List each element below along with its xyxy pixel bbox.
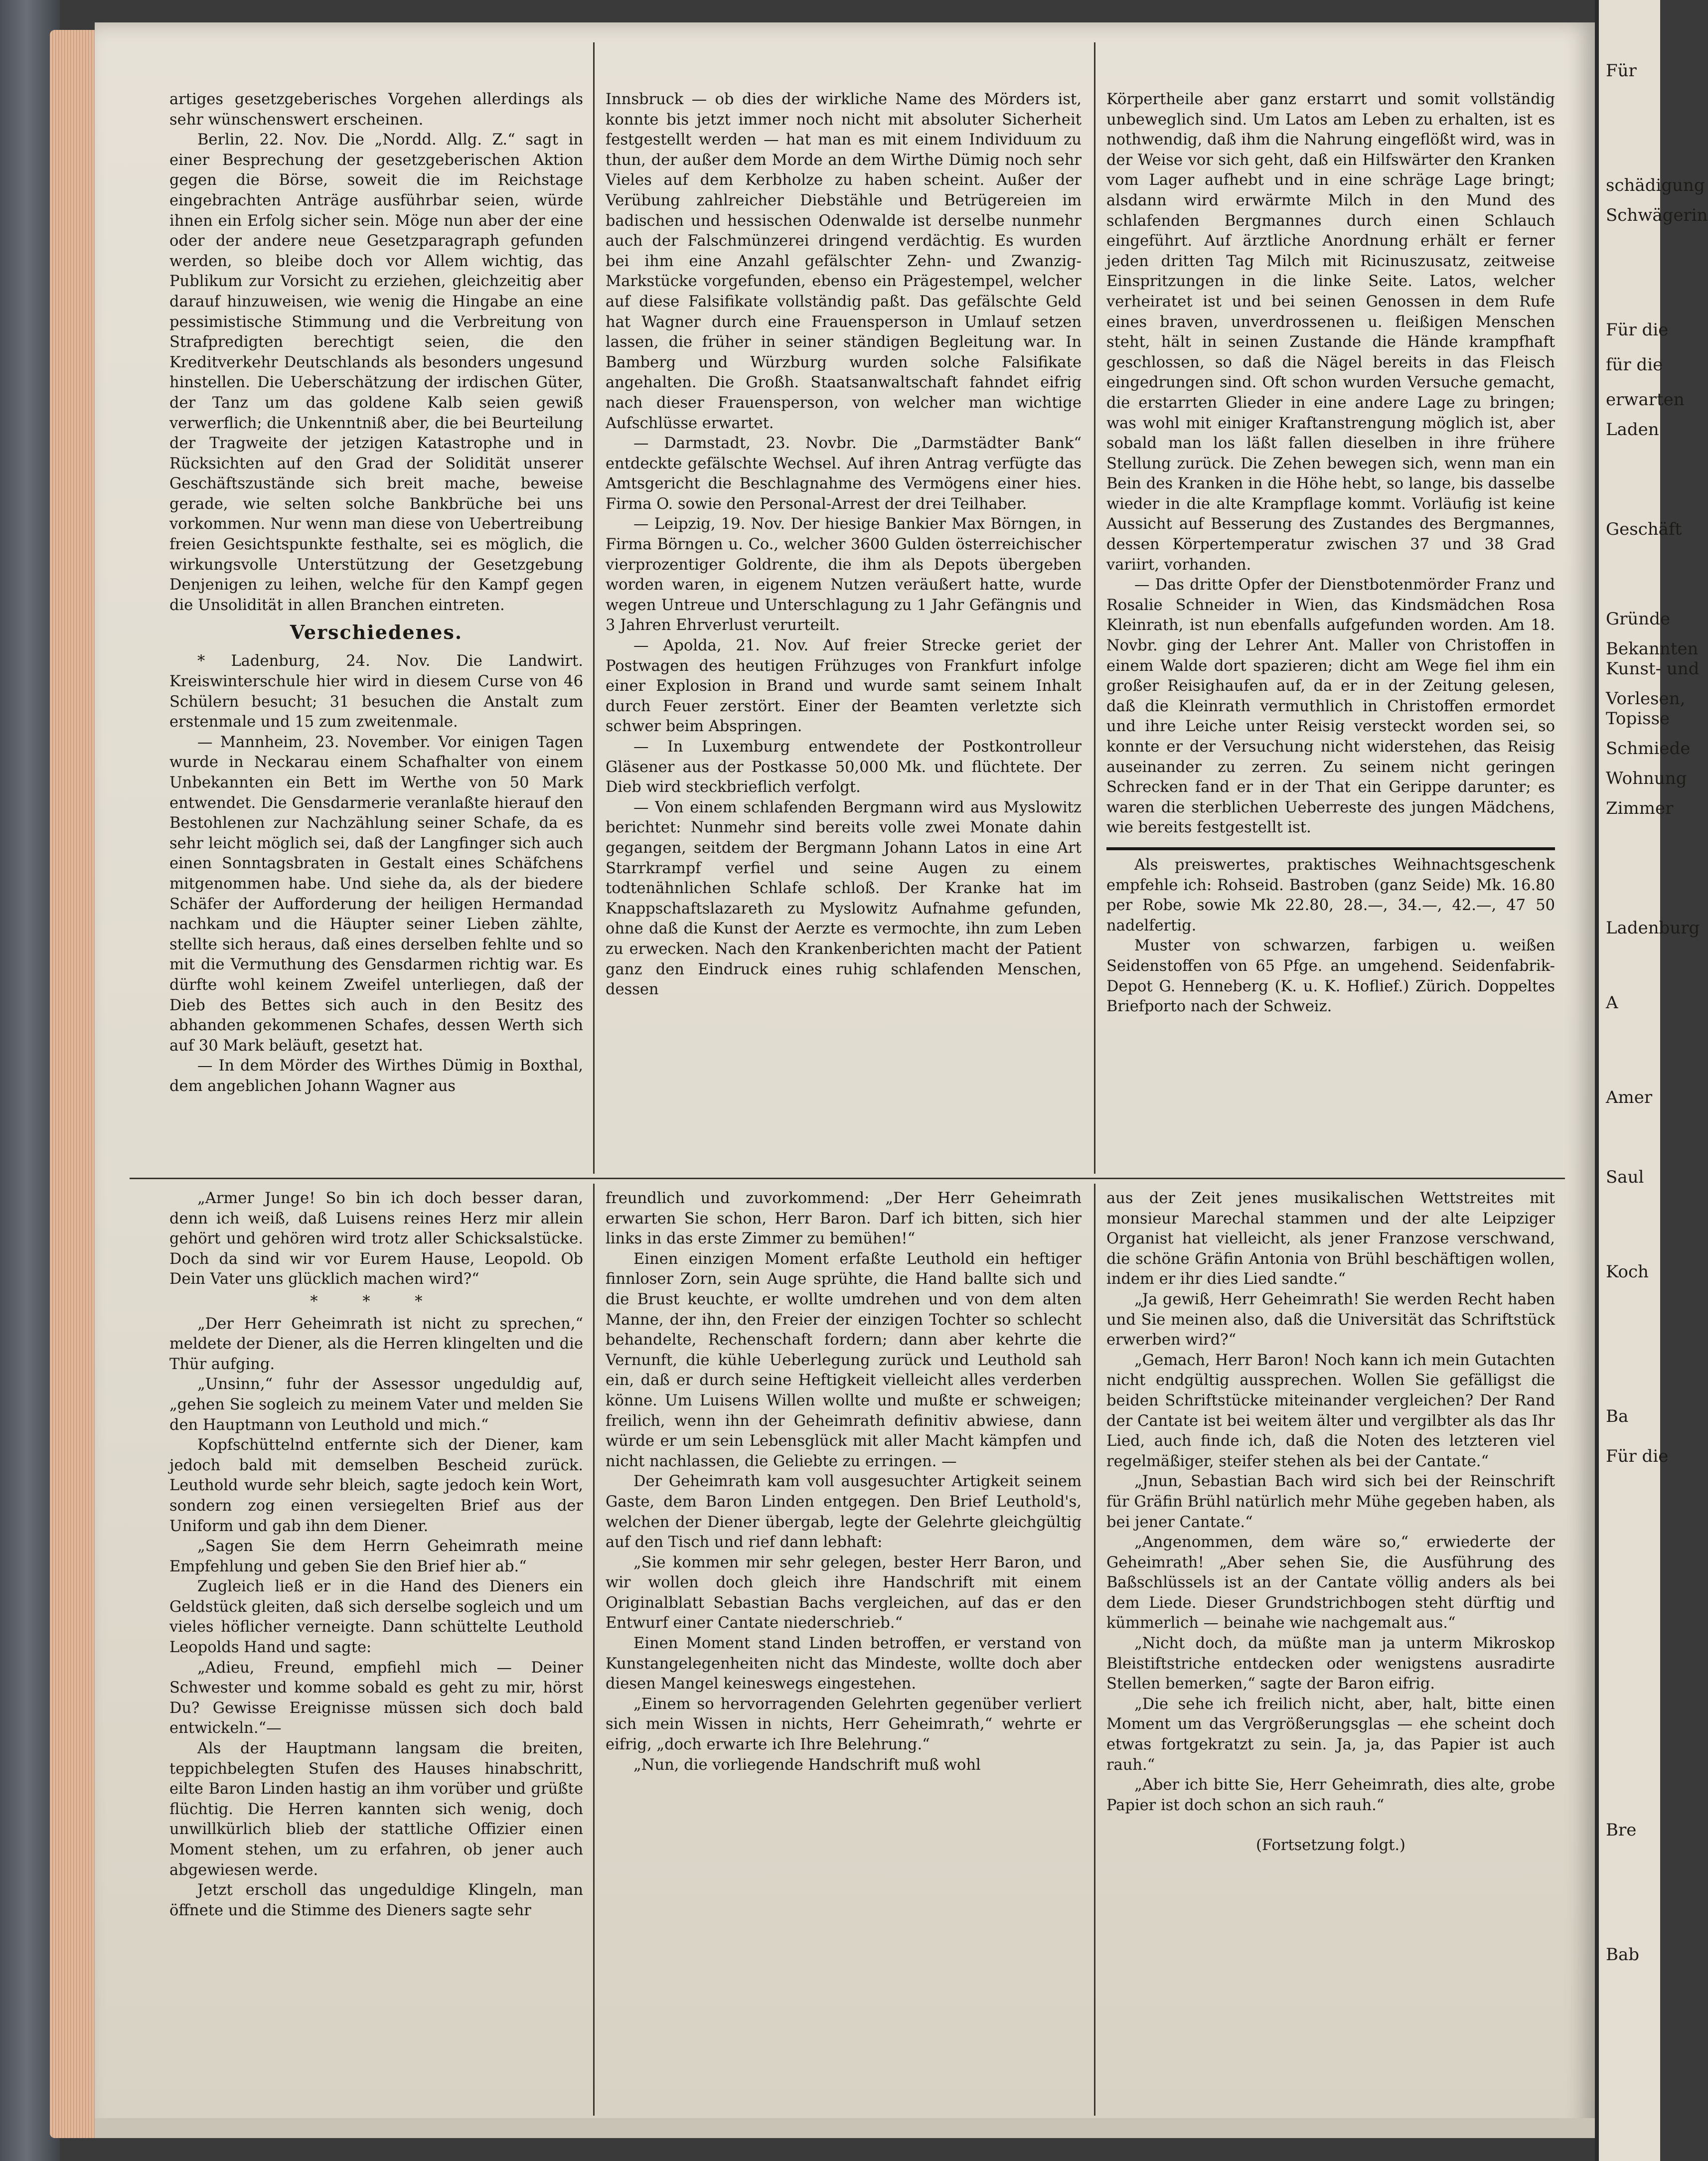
upper-column-2 [606, 90, 1082, 1171]
article-paragraph: „Jnun, Sebastian Bach wird sich bei der Reinschrift für Gräfin Brühl natürlich mehr Mühe gegeben haben, als bei jener Cantate.“ [1106, 1473, 1555, 1531]
article-paragraph: Körpertheile aber ganz erstarrt und somit vollständig unbeweglich sind. Um Latos am Leben zu erhalten, ist es nothwendig, daß ihm die Nahrung eingeflößt wird, was in der Weise vor sich geht, daß ein Hilfswärter den Kranken vom Lager aufhebt und in eine schräge Lage bringt; alsdann wird erwärmte Milch in den Mund des schlafenden Bergmannes durch einen Schlauch eingeführt. Auf ärztliche Anordnung erhält er ferner jeden dritten Tag Milch mit Ricinuszusatz, zeitweise Einspritzungen in die linke Seite. Latos, welcher verheiratet ist und bei seinen Genossen in dem Rufe eines braven, unverdrossenen u. fleißigen Menschen steht, hält in seinen Zustande die Hände krampfhaft geschlossen, so daß die Nägel bereits in das Fleisch eingedrungen sind. Oft schon wurden Versuche gemacht, die erstarrten Glieder in eine andere Lage zu bringen; was wohl mit einiger Kraftanstrengung möglich ist, aber sobald man los läßt fallen dieselben in ihre frühere Stellung zurück. Die Zehen bewegen sich, wenn man ein Bein des Kranken in die Höhe hebt, so lange, bis dasselbe wieder in die alte Krampflage kommt. Vorläufig ist keine Aussicht auf Besserung des Zustandes des Bergmannes, dessen Körpertemperatur zwischen 37 und 38 Grad variirt, vorhanden. [1106, 91, 1555, 574]
article-paragraph: Als der Hauptmann langsam die breiten, teppichbelegten Stufen des Hauses hinabschritt, eilte Baron Linden hastig an ihm vorüber und grüßte flüchtig. Die Herren kannten sich wenig, doch unwillkürlich blieb der stattliche Offizier einen Moment stehen, um zu erfahren, ob jener auch abgewiesen werde. [169, 1740, 583, 1879]
next-page-fragment: Gründe [1606, 609, 1671, 629]
article-paragraph: „Sie kommen mir sehr gelegen, bester Herr Baron, und wir wollen doch gleich ihre Handschrift mit einem Originalblatt Sebastian Bachs vergleichen, auf das er den Entwurf einer Cantate niederschrieb.“ [606, 1553, 1082, 1632]
next-page-fragment: Geschäft [1606, 519, 1682, 539]
next-page-fragment: Für die [1606, 320, 1669, 340]
article-paragraph: Innsbruck — ob dies der wirkliche Name des Mörders ist, konnte bis jetzt immer noch nicht mit absoluter Sicherheit festgestellt werden — hat man es mit einem Individuum zu thun, der außer dem Morde an dem Wirthe Dümig noch sehr Vieles auf dem Kerbholze zu haben scheint. Außer der Verübung zahlreicher Diebstähle und Betrügereien im badischen und hessischen Odenwalde ist derselbe nunmehr auch der Falschmünzerei dringend verdächtig. Es wurden bei ihm eine Anzahl gefälschter Zehn- und Zwanzig-Markstücke vorgefunden, ebenso ein Prägestempel, welcher auf diese Falsifikate vollständig paßt. Das gefälschte Geld hat Wagner durch eine Frauensperson in Umlauf setzen lassen, die früher in seiner ständigen Begleitung war. In Bamberg und Würzburg wurden solche Falsifikate angehalten. Die Großh. Staatsanwaltschaft fahndet eifrig nach dieser Frauensperson, von welcher man wichtige Aufschlüsse erwartet. [606, 91, 1082, 432]
article-paragraph: „Nun, die vorliegende Handschrift muß wohl [633, 1756, 981, 1774]
article-paragraph: freundlich und zuvorkommend: „Der Herr Geheimrath erwarten Sie schon, Herr Baron. Darf ich bitten, sich hier links in das erste Zimmer zu bemühen!“ [606, 1190, 1082, 1248]
article-paragraph: Kopfschüttelnd entfernte sich der Diener, kam jedoch bald mit demselben Bescheid zurück. Leuthold wurde sehr bleich, sagte jedoch kein Wort, sondern zog einen versiegelten Brief aus der Uniform und gab ihn dem Diener. [169, 1436, 583, 1535]
next-page-fragment: Amer [1606, 1087, 1653, 1107]
article-paragraph: Der Geheimrath kam voll ausgesuchter Artigkeit seinem Gaste, dem Baron Linden entgegen. Den Brief Leuthold's, welchen der Diener übergab, legte der Gelehrte gleichgültig auf den Tisch und rief dann lebhaft: [606, 1473, 1082, 1551]
lower-column-3 [1106, 1189, 1555, 2116]
next-page-fragment: Topisse [1606, 709, 1670, 729]
next-page-fragment: Schmiede [1606, 739, 1691, 759]
next-page-fragment: Laden [1606, 420, 1659, 440]
article-paragraph: Einen einzigen Moment erfaßte Leuthold ein heftiger finnloser Zorn, sein Auge sprühte, die Hand ballte sich und die Brust keuchte, er wollte umdrehen und von dem alten Manne, der ihn, den Freier der einzigen Tochter so schlecht behandelte, Rechenschaft fordern; dann aber kehrte die Vernunft, die kühle Ueberlegung zurück und Leuthold sah ein, daß er durch seine Heftigkeit vielleicht alles verderben könne. Um Luisens Willen wollte und mußte er schweigen; freilich, wenn ihn der Geheimrath definitiv abwiese, dann würde er um sein Lebensglück mit aller Macht kämpfen und nicht nachlassen, die Geliebte zu erringen. — [606, 1250, 1082, 1470]
next-page-fragment: Bre [1606, 1820, 1637, 1840]
article-paragraph: artiges gesetzgeberisches Vorgehen allerdings als sehr wünschenswert erscheinen. [169, 91, 583, 129]
next-page-fragment: Vorlesen, [1606, 689, 1686, 709]
advertisement: Als preiswertes, praktisches Weihnachtsgeschenk empfehle ich: Rohseid. Bastroben (ganz Seide) Mk. 16.80 per Robe, sowie Mk 22.80, 28.—, 34.—, 42.—, 47 50 nadelfertig. [1106, 847, 1555, 936]
next-page-fragment: Bekannten [1606, 639, 1699, 659]
upper-column-3 [1106, 90, 1555, 1171]
next-page-fragment: A [1606, 993, 1618, 1013]
article-paragraph: Berlin, 22. Nov. Die „Nordd. Allg. Z.“ sagt in einer Besprechung der gesetzgeberischen Aktion gegen die Börse, soweit die im Reichstage eingebrachten Anträge ausführbar seien, würde ihnen ein Erfolg sicher sein. Möge nun aber der eine oder der andere neue Gesetzparagraph gefunden werden, so bleibe doch vor Allem wichtig, das Publikum zur Vorsicht zu erziehen, gleichzeitig aber darauf hinzuweisen, wie wenig die Hingabe an eine pessimistische Stimmung und die Verbreitung von Strafpredigten berechtigt seien, die den Kreditverkehr Deutschlands als besonders ungesund hinstellen. Die Ueberschätzung der irdischen Güter, der Tanz um das goldene Kalb seien gewiß verwerflich; die Unkenntniß aber, die bei Beurteilung der Tragweite der jetzigen Katastrophe und in Rücksichten auf den Grad der Solidität unserer Geschäftszustände sich breit mache, beweise gerade, wie selten solche Bankbrüche bei uns vorkommen. Nur wenn man diese von Uebertreibung freien Gesichtspunkte festhalte, sei es möglich, die wirkungsvolle Unterstützung der Gesetzgebung Denjenigen zu leihen, welche für den Kampf gegen die Unsolidität in allen Branchen eintreten. [169, 131, 583, 614]
next-page-fragment: erwarten [1606, 390, 1685, 410]
next-page-fragment: Wohnung [1606, 769, 1687, 788]
continuation-note: (Fortsetzung folgt.) [1256, 1837, 1405, 1854]
article-paragraph: — Darmstadt, 23. Novbr. Die „Darmstädter Bank“ entdeckte gefälschte Wechsel. Auf ihren Antrag verfügte das Amtsgericht die Beschlagnahme des Vermögens einer hies. Firma O. sowie den Personal-Arrest der drei Teilhaber. [606, 435, 1082, 513]
article-paragraph: Einen Moment stand Linden betroffen, er verstand von Kunstangelegenheiten nicht das Mindeste, wollte doch aber diesen Mangel keineswegs eingestehen. [606, 1635, 1082, 1693]
next-page-fragment: für die [1606, 355, 1663, 375]
next-page-fragment: Zimmer [1606, 798, 1674, 818]
article-paragraph: * Ladenburg, 24. Nov. Die Landwirt. Kreiswinterschule hier wird in diesem Curse von 46 Schülern besucht; 31 besuchen die Anstalt zum erstenmale und 15 zum zweitenmale. [169, 652, 583, 731]
lower-column-2 [606, 1189, 1082, 2116]
column-rule [1094, 1184, 1095, 2116]
article-paragraph: „Aber ich bitte Sie, Herr Geheimrath, dies alte, grobe Papier ist doch schon an sich rauh.“ [1106, 1776, 1555, 1814]
next-page-fragment: Schwägerin [1606, 205, 1708, 225]
upper-column-1 [169, 90, 583, 1171]
article-paragraph: — Apolda, 21. Nov. Auf freier Strecke geriet der Postwagen des heutigen Frühzuges von Frankfurt infolge einer Explosion in Brand und wurde samt seinem Inhalt durch Feuer zerstört. Einer der Beamten verletzte sich schwer beim Abspringen. [606, 637, 1082, 736]
article-paragraph: — Von einem schlafenden Bergmann wird aus Myslowitz berichtet: Nunmehr sind bereits volle zwei Monate dahin gegangen, seitdem der Bergmann Johann Latos in eine Art Starrkrampf verfiel und seine Augen zu einem todtenähnlichen Schlafe schloß. Der Kranke hat im Knappschaftslazareth zu Myslowitz Aufnahme gefunden, ohne daß die Kunst der Aerzte es vermochte, ihn zum Leben zu erwecken. Nach den Krankenberichten macht der Patient ganz den Eindruck eines ruhig schlafenden Menschen, dessen [606, 798, 1082, 999]
article-paragraph: „Ja gewiß, Herr Geheimrath! Sie werden Recht haben und Sie meinen also, daß die Universität das Schriftstück erwerben wird?“ [1106, 1290, 1555, 1349]
next-page-fragment: Für die [1606, 1446, 1669, 1466]
article-paragraph: „Angenommen, dem wäre so,“ erwiederte der Geheimrath! „Aber sehen Sie, die Ausführung des Baßschlüssels ist an der Cantate völlig anders als bei dem Liede. Dieser Grundstrichbogen steht dürftig und kümmerlich — beinahe wie nachgemalt aus.“ [1106, 1534, 1555, 1632]
column-rule [1094, 42, 1095, 1174]
article-paragraph: „Adieu, Freund, empfiehl mich — Deiner Schwester und komme sobald es geht zu mir, hörst Du? Gewisse Ereignisse müssen sich doch bald entwickeln.“— [169, 1659, 583, 1737]
lower-column-1 [169, 1189, 583, 2116]
article-paragraph: aus der Zeit jenes musikalischen Wettstreites mit monsieur Marechal stammen und der alte Leipziger Organist hat vielleicht, als jener Franzose verschwand, die schöne Gräfin Antonia von Brühl beschäftigen wollen, indem er ihr dies Lied sandte.“ [1106, 1190, 1555, 1288]
page-bottom-margin [95, 2118, 1595, 2138]
next-page-fragment: Koch [1606, 1262, 1649, 1282]
article-paragraph: — In Luxemburg entwendete der Postkontrolleur Gläsener aus der Postkasse 50,000 Mk. und flüchtete. Der Dieb wird steckbrieflich verfolgt. [606, 738, 1082, 796]
article-paragraph: Zugleich ließ er in die Hand des Dieners ein Geldstück gleiten, daß sich derselbe sogleich und um vieles höflicher verneigte. Dann schüttelte Leuthold Leopolds Hand und sagte: [169, 1578, 583, 1657]
article-paragraph: „Gemach, Herr Baron! Noch kann ich mein Gutachten nicht endgültig aussprechen. Wollen Sie gefälligst die beiden Schriftstücke miteinander vergleichen? Der Rand der Cantate ist bei weitem älter und vergilbter als das Ihr Lied, auch finde ich, daß die Noten des letzteren viel regelmäßiger, steifer stehen als bei der Cantate.“ [1106, 1351, 1555, 1470]
article-paragraph: „Armer Junge! So bin ich doch besser daran, denn ich weiß, daß Luisens reines Herz mir allein gehört und gehören wird trotz aller Schicksalstücke. Doch da sind wir vor Eurem Hause, Leopold. Ob Dein Vater uns glücklich machen wird?“ [169, 1190, 583, 1288]
next-page-fragment: Saul [1606, 1167, 1644, 1187]
next-page-fragment: Ladenburg [1606, 918, 1700, 938]
adjacent-page-edge [1595, 0, 1708, 2161]
next-page-fragment: Ba [1606, 1406, 1629, 1426]
article-paragraph: Muster von schwarzen, farbigen u. weißen Seidenstoffen von 65 Pfge. an umgehend. Seidenfabrik-Depot G. Henneberg (K. u. K. Hoflief.) Zürich. Doppeltes Briefporto nach der Schweiz. [1106, 937, 1555, 1016]
column-rule [593, 42, 595, 1174]
column-rule [593, 1184, 595, 2116]
article-paragraph: — Leipzig, 19. Nov. Der hiesige Bankier Max Börngen, in Firma Börngen u. Co., welcher 3600 Gulden österreichischer vierprozentiger Goldrente, die ihm als Depots übergeben worden waren, in eigenem Nutzen veräußert hatte, wurde wegen Untreue und Unterschlagung zu 1 Jahr Gefängnis und 3 Jahren Ehrverlust verurteilt. [606, 515, 1082, 634]
article-paragraph: „Unsinn,“ fuhr der Assessor ungeduldig auf, „gehen Sie sogleich zu meinem Vater und melden Sie den Hauptmann von Leuthold und mich.“ [169, 1376, 583, 1434]
next-page-fragment: schädigung [1606, 175, 1705, 195]
article-paragraph: „Nicht doch, da müßte man ja unterm Mikroskop Bleistiftstriche entdecken oder wenigstens ausradirte Stellen bemerken,“ sagte der Baron eifrig. [1106, 1635, 1555, 1693]
feuilleton-rule [130, 1178, 1565, 1179]
newspaper-page [95, 22, 1595, 2138]
article-paragraph: „Die sehe ich freilich nicht, aber, halt, bitte einen Moment um das Vergrößerungsglas — ehe scheint doch etwas fortgekratzt zu sein. Ja, ja, das Papier ist auch rauh.“ [1106, 1695, 1555, 1774]
next-page-fragment: Für [1606, 61, 1637, 81]
section-heading: Verschiedenes. [290, 621, 463, 644]
article-paragraph: „Sagen Sie dem Herrn Geheimrath meine Empfehlung und geben Sie den Brief hier ab.“ [169, 1538, 583, 1575]
article-paragraph: — Das dritte Opfer der Dienstbotenmörder Franz und Rosalie Schneider in Wien, das Kindsmädchen Rosa Kleinrath, ist nun ebenfalls aufgefunden worden. Am 18. Novbr. ging der Lehrer Ant. Maller von Christoffen in einem Walde dort spazieren; dicht am Wege fiel ihm ein großer Reisighaufen auf, da er in der Zeitung gelesen, daß die Kleinrath vermuthlich in Christoffen ermordet und ihre Leiche unter Reisig versteckt worden sei, so konnte er der Versuchung nicht widerstehen, das Reisig auseinander zu zerren. Zu seinem nicht geringen Schrecken fand er in der That ein Gerippe darunter; es waren die sterblichen Ueberreste des jungen Mädchens, wie bereits festgestellt ist. [1106, 576, 1555, 837]
article-paragraph: — In dem Mörder des Wirthes Dümig in Boxthal, dem angeblichen Johann Wagner aus [169, 1057, 583, 1095]
article-paragraph: „Der Herr Geheimrath ist nicht zu sprechen,“ meldete der Diener, als die Herren klingelten und die Thür aufging. [169, 1315, 583, 1373]
next-page-fragment: Bab [1606, 1945, 1640, 1965]
section-break-stars: * * * [310, 1292, 443, 1310]
article-paragraph: Jetzt erscholl das ungeduldige Klingeln, man öffnete und die Stimme des Dieners sagte sehr [169, 1881, 583, 1919]
next-page-fragment: Kunst- und [1606, 659, 1700, 679]
article-paragraph: „Einem so hervorragenden Gelehrten gegenüber verliert sich mein Wissen in nichts, Herr Geheimrath,“ wehrte er eifrig, „doch erwarte ich Ihre Belehrung.“ [606, 1695, 1082, 1754]
article-paragraph: — Mannheim, 23. November. Vor einigen Tagen wurde in Neckarau einem Schafhalter von einem Unbekannten ein Bett im Werthe von 50 Mark entwendet. Die Gensdarmerie veranlaßte hierauf den Bestohlenen zur Nachzählung seiner Schafe, da es sehr leicht möglich sei, daß der Langfinger sich auch einen Sonntagsbraten in Gestalt eines Schäfchens mitgenommen habe. Und siehe da, als der biedere Schäfer der Aufforderung der heiligen Hermandad nachkam und die Häupter seiner Lieben zählte, stellte sich heraus, daß eines derselben fehlte und so mit die Vermuthung des Gensdarmen richtig war. Es dürfte wohl keinem Zweifel unterliegen, daß der Dieb des Bettes sich auch in den Besitz des abhanden gekommenen Schafes, dessen Werth sich auf 30 Mark beläuft, gesetzt hat. [169, 733, 583, 1055]
